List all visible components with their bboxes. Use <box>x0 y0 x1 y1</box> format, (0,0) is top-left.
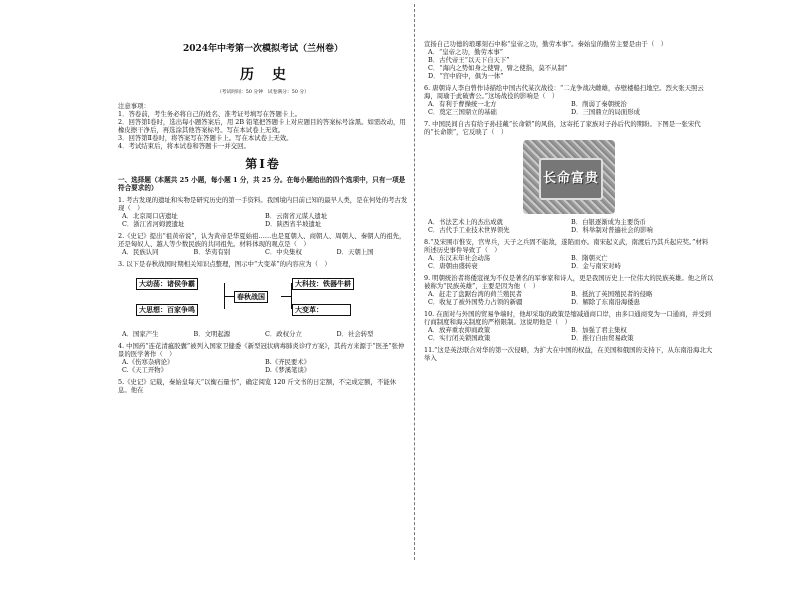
question-9-stem: 9. 明朝统治者将倭寇视为不仅是著名的军事家和诗人，更是我国历史上一位伟大的民族英雄。他之所以被称为“民族英雄”，主要是因为他（ ） <box>424 274 714 290</box>
question-7-stem: 7. 中国民间自古有给子孙挂戴“长命锁”的风俗，这寄托了家族对子孙后代的期盼。下图是一张宋代的“长命锁”，它反映了（ ） <box>424 120 701 136</box>
question-3-stem: 3. 以下是春秋战国时期相关知识点整理，图示中“大变革”的内容应为（ ） <box>118 260 331 269</box>
question-4-option-b: B.《齐民要术》 <box>265 358 311 367</box>
notice-item: 3．回答第Ⅱ卷时，将答案写在答题卡上。写在本试卷上无效。 <box>118 133 293 142</box>
question-8-option-d: D．金与南宋对峙 <box>571 262 621 270</box>
question-7-options <box>424 218 714 234</box>
question-2-option-d: D．天朝上国 <box>336 248 374 257</box>
question-5-option-b: B．古代帝王“以天下自天下” <box>428 56 510 64</box>
question-9-option-c: C．收复了被外国势力占领的新疆 <box>428 298 523 306</box>
question-10-options <box>424 326 714 342</box>
part-title: 第Ⅰ卷 <box>245 156 281 171</box>
question-1-stem: 1. 考古发现的遗址和实物是研究历史的第一手资料。我国境内目前已知的最早人类，是在何处的考古发现（ ） <box>118 196 408 213</box>
question-7-option-d: D．科举制对普遍社会的影响 <box>571 226 653 234</box>
question-1-option-c: C．浙江省河姆渡遗址 <box>122 220 185 229</box>
diagram-connector <box>224 296 234 297</box>
question-1-option-d: D．陕西省半坡遗址 <box>265 220 322 229</box>
diagram-box-bottom-right: 大变革： <box>292 304 351 316</box>
question-6-option-a: A．有利于曹操统一北方 <box>428 100 497 108</box>
question-10-option-d: D．推行自由贸易政策 <box>571 334 634 342</box>
exam-title: 2024年中考第一次模拟考试（兰州卷） <box>182 44 344 54</box>
question-8-stem: 8.“及宋围市惟安，官卑兵，天子之兵固不能敌，遂陷而亦。南宋起义武，南渡后乃其兵起应奖。”材料所述历史事件导致了（ ） <box>424 238 709 254</box>
longevity-lock-plate <box>539 158 603 200</box>
question-2-option-a: A．民族认同 <box>122 248 159 257</box>
question-5-option-a: A．“皇帝之功，勤劳本事” <box>428 48 504 56</box>
question-5-stem-start: 5.《史记》记载，秦始皇每天“以衡石量书”，确定阅览 120 斤文书的日定额，不完成定额，不能休息。他在 <box>118 378 397 395</box>
question-11-stem-start: 11.“这是英法联合对华的第一次侵略，为扩大在中国的权益，在美国和俄国的支持下，从东南沿海北大举入 <box>424 346 713 362</box>
question-3-diagram <box>128 272 378 326</box>
question-10-stem: 10. 在面对与外国的贸易争端时，他却采取的政策是缩减通商口岸，由多口通商变为一口通商，并受到行商制度和海关制度的严格限制。这说明他是（ ） <box>424 310 711 326</box>
question-6-options <box>424 100 714 116</box>
question-3-option-c: C．政权分立 <box>265 330 302 339</box>
question-6-option-b: B．削弱了秦朝统治 <box>571 100 627 108</box>
notice-item: 4．考试结束后，将本试卷和答题卡一并交回。 <box>118 141 250 150</box>
diagram-box-bottom-left: 大思想：百家争鸣 <box>136 304 198 316</box>
question-9-option-b: B．抵抗了英国殖民者的侵略 <box>571 290 653 298</box>
diagram-connector <box>281 296 291 297</box>
question-7-option-c: C．古代手工业技术世界领先 <box>428 226 510 234</box>
question-3-option-b: B．文明起源 <box>193 330 231 339</box>
question-10-option-b: B．加强了君主集权 <box>571 326 627 334</box>
question-4-options <box>118 358 408 374</box>
right-column <box>424 0 714 602</box>
question-8-options <box>424 254 714 270</box>
question-9-option-a: A．赶走了盘踞台湾的荷兰殖民者 <box>428 290 523 298</box>
question-9-option-d: D．解除了东南沿海倭患 <box>571 298 641 306</box>
question-6-stem: 6. 唐朝诗人李白曾作诗描绘中国古代某次战役：“二龙争战决雌雄，赤壁楼船扫地空。烈火张天照云海，周瑜于此破曹公。”这场战役的影响是（ ） <box>424 84 704 100</box>
question-4-option-a: A.《伤寒杂病论》 <box>122 358 174 367</box>
question-8-option-c: C．唐朝由盛转衰 <box>428 262 478 270</box>
left-column <box>118 0 408 562</box>
question-7-option-b: B．白银逐渐成为主要货币 <box>571 218 646 226</box>
question-3-option-d: D．社会转型 <box>336 330 374 339</box>
diagram-box-top-right: 大科技：铁器牛耕 <box>292 278 354 290</box>
question-3-option-a: A．国家产生 <box>122 330 159 339</box>
question-2-options <box>118 248 408 256</box>
question-4-stem: 4. 中国药“连花清瘟胶囊”被列入国家卫健委《新型冠状病毒肺炎诊疗方案》，其药方来源于“医圣”张仲景的医学著作（ ） <box>118 342 405 359</box>
question-1-option-a: A．北京周口店遗址 <box>122 212 178 221</box>
question-7-option-a: A．书法艺术上的杰出成就 <box>428 218 503 226</box>
notice-item: 1．答卷前，考生务必将自己的姓名、准考证号填写在答题卡上。 <box>118 109 302 118</box>
diagram-box-center: 春秋战国 <box>234 291 268 303</box>
notice-item: 2．回答第Ⅰ卷时，选出每小题答案后，用 2B 铅笔把答题卡上对应题目的答案标号涂黑。如需改动，用橡皮擦干净后，再选涂其他答案标号。写在本试卷上无效。 <box>118 117 406 134</box>
question-5-stem-cont: 宣扬自己功德的琅琊刻石中称“皇帝之功，勤劳本事”。秦始皇的勤劳主要是由于（ ） <box>424 40 667 48</box>
question-8-option-a: A．东汉末年社会动荡 <box>428 254 491 262</box>
question-9-options <box>424 290 714 306</box>
question-6-option-d: D．三国鼎立的局面形成 <box>571 108 641 116</box>
longevity-lock-text: 长命富贵 <box>542 170 599 186</box>
question-3-options <box>118 330 408 338</box>
diagram-box-top-left: 大动荡：诸侯争霸 <box>136 278 198 290</box>
question-5-option-d: D．“宫中府中，俱为一体” <box>428 72 504 80</box>
question-2-option-c: C．中央集权 <box>265 248 302 257</box>
question-2-option-b: B．华夷有别 <box>193 248 231 257</box>
question-6-option-c: C．奠定三国鼎立的基础 <box>428 108 497 116</box>
question-4-option-d: D.《梦溪笔谈》 <box>265 366 311 375</box>
question-5-option-c: C．“海内之势如身之使臂，臂之使指，莫不从制” <box>428 64 568 72</box>
column-divider <box>414 4 415 560</box>
notice-title: 注意事项： <box>118 101 150 110</box>
exam-meta: （考试时间：50 分钟 试卷满分：50 分） <box>216 89 309 95</box>
question-1-options <box>118 212 408 228</box>
question-10-option-c: C．实行闭关锁国政策 <box>428 334 491 342</box>
question-4-option-c: C.《天工开物》 <box>122 366 168 375</box>
question-8-option-b: B．隋朝灭亡 <box>571 254 608 262</box>
section-heading: 一、选择题（本题共 25 小题，每小题 1 分，共 25 分。在每小题给出的四个选项中，只有一项是符合要求的） <box>118 175 406 192</box>
longevity-lock-image <box>523 140 615 214</box>
question-2-stem: 2.《史记》提出“祖黄帝说”，认为黄帝是华夏始祖……也是夏朝人、商朝人、周朝人、秦朝人的祖先，还是匈奴人、越人等少数民族的共同祖先。材料体现的观点是（ ） <box>118 232 406 249</box>
question-10-option-a: A．放弃重农抑商政策 <box>428 326 491 334</box>
subject-title: 历史 <box>240 67 304 84</box>
question-1-option-b: B．云南省元谋人遗址 <box>265 212 328 221</box>
